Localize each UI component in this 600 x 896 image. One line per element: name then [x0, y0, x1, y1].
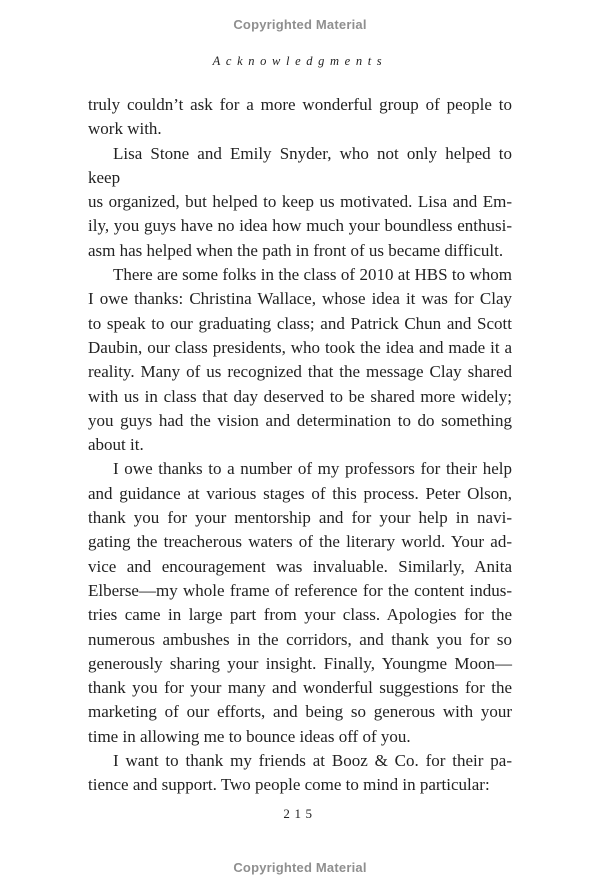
text-line: ily, you guys have no idea how much your boundless enthusi-	[88, 216, 512, 236]
paragraph	[88, 263, 512, 457]
text-line: Elberse—my whole frame of reference for the content indus-	[88, 580, 512, 600]
text-line: and guidance at various stages of this process. Peter Olson,	[88, 483, 512, 503]
watermark-top: Copyrighted Material	[233, 17, 367, 32]
text-line: to speak to our graduating class; and Patrick Chun and Scott	[88, 313, 512, 333]
paragraph	[88, 142, 512, 263]
text-line: reality. Many of us recognized that the message Clay shared	[88, 362, 512, 382]
text-line: you guys had the vision and determination to do something	[88, 410, 512, 430]
chapter-heading: Acknowledgments	[212, 54, 388, 68]
text-line: tries came in large part from your class. Apologies for the	[88, 605, 512, 625]
text-line: I owe thanks to a number of my professors for their help	[113, 459, 512, 479]
text-line: about it.	[88, 435, 144, 455]
text-line: us organized, but helped to keep us motivated. Lisa and Em-	[88, 192, 512, 212]
paragraph	[88, 93, 512, 142]
text-line: I want to thank my friends at Booz & Co. for their pa-	[113, 751, 512, 771]
page-number: 215	[283, 806, 317, 821]
text-line: asm has helped when the path in front of us became difficult.	[88, 240, 504, 260]
paragraph	[88, 749, 512, 798]
text-line: truly couldn’t ask for a more wonderful group of people to	[88, 95, 512, 114]
text-line: work with.	[88, 119, 162, 139]
text-line: time in allowing me to bounce ideas off of you.	[88, 726, 411, 746]
body-text	[88, 93, 512, 798]
watermark-bottom: Copyrighted Material	[233, 860, 367, 875]
text-line: tience and support. Two people come to mind in particular:	[88, 775, 490, 795]
text-line: gating the treacherous waters of the literary world. Your ad-	[88, 532, 512, 552]
text-line: numerous ambushes in the corridors, and thank you for so	[88, 629, 512, 649]
text-line: There are some folks in the class of 2010 at HBS to whom	[113, 265, 512, 285]
text-line: with us in class that day deserved to be shared more widely;	[88, 386, 512, 406]
text-line: I owe thanks: Christina Wallace, whose idea it was for Clay	[88, 289, 512, 309]
text-line: marketing of our efforts, and being so generous with your	[88, 702, 512, 722]
paragraph	[88, 457, 512, 749]
text-line: thank you for your many and wonderful suggestions for the	[88, 678, 512, 698]
text-line: vice and encouragement was invaluable. Similarly, Anita	[88, 556, 512, 576]
text-line: thank you for your mentorship and for your help in navi-	[88, 508, 512, 528]
text-line: Lisa Stone and Emily Snyder, who not only helped to keep	[88, 143, 512, 187]
text-line: generously sharing your insight. Finally, Youngme Moon—	[88, 653, 512, 673]
text-line: Daubin, our class presidents, who took the idea and made it a	[88, 337, 512, 357]
